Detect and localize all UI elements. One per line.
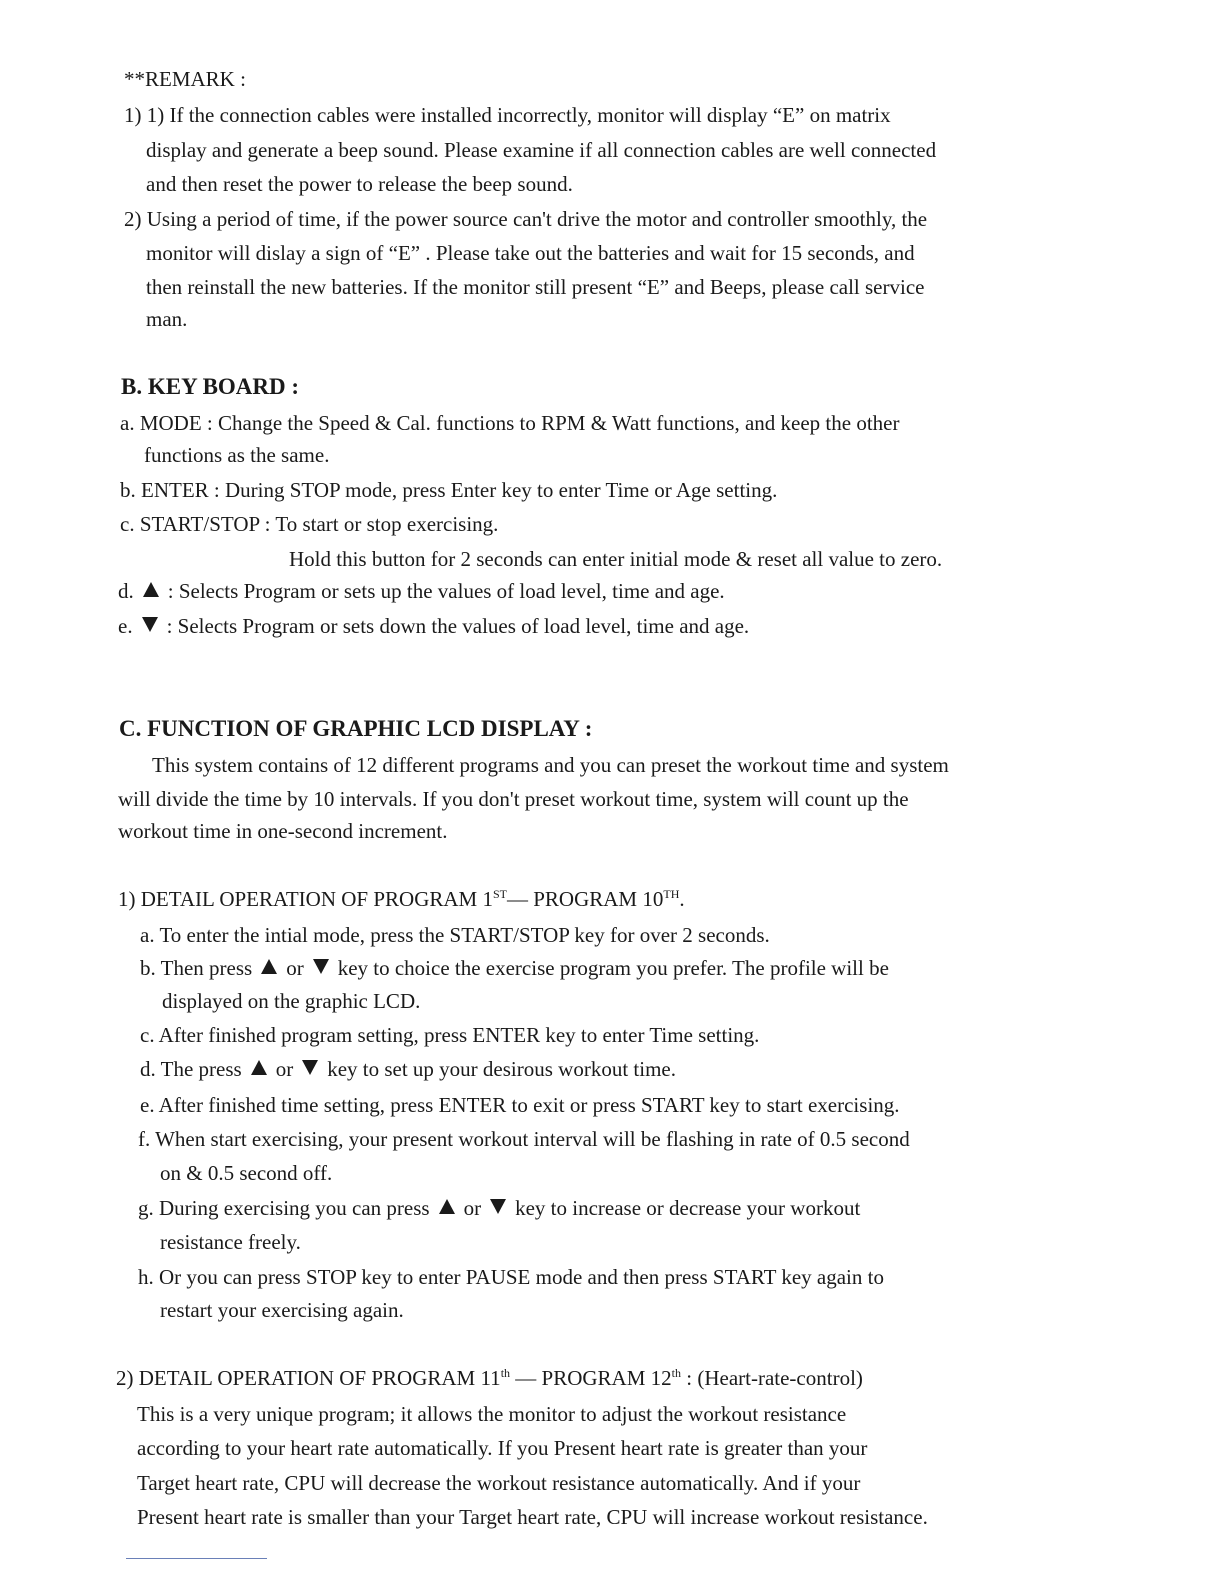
down-arrow-icon <box>142 617 158 632</box>
program-1-10-step-a: a. To enter the intial mode, press the START/STOP key for over 2 seconds. <box>140 923 770 947</box>
program-1-10-step-g <box>138 1195 860 1221</box>
keyboard-mode-line-2: functions as the same. <box>144 443 330 467</box>
keyboard-down-text: : Selects Program or sets down the values of load level, time and age. <box>166 614 750 638</box>
step-g-pre: g. During exercising you can press <box>138 1196 430 1220</box>
program-11-12-heading-b: — PROGRAM 12 <box>510 1366 672 1390</box>
program-1-10-heading-b: — PROGRAM 10 <box>506 887 664 911</box>
footnote-divider <box>126 1558 267 1559</box>
down-arrow-icon <box>313 959 329 974</box>
up-arrow-icon <box>143 582 159 597</box>
keyboard-up-line <box>118 578 725 604</box>
remark-title: **REMARK : <box>124 67 246 91</box>
down-arrow-icon <box>302 1060 318 1075</box>
lcd-intro-line-3: workout time in one-second increment. <box>118 819 448 843</box>
down-arrow-icon <box>490 1199 506 1214</box>
program-11-12-body-line-1: This is a very unique program; it allows the monitor to adjust the workout resistance <box>137 1402 847 1426</box>
step-d-pre: d. The press <box>140 1057 242 1081</box>
program-1-10-step-e: e. After finished time setting, press ENTER to exit or press START key to start exercising. <box>140 1093 900 1117</box>
program-1-10-step-f-line-2: on & 0.5 second off. <box>160 1161 333 1185</box>
program-1-10-heading-sup-b: TH <box>663 887 680 901</box>
program-11-12-heading-sup-a: th <box>500 1366 511 1380</box>
program-1-10-heading-c: . <box>679 887 685 911</box>
up-arrow-icon <box>261 959 277 974</box>
program-1-10-step-c: c. After finished program setting, press ENTER key to enter Time setting. <box>140 1023 760 1047</box>
program-1-10-step-b-line-2: displayed on the graphic LCD. <box>162 989 421 1013</box>
remark-item-2-line-2: monitor will dislay a sign of “E” . Please take out the batteries and wait for 15 seconds, and <box>146 241 915 265</box>
lcd-intro-line-2: will divide the time by 10 intervals. If you don't preset workout time, system will count up the <box>118 787 909 811</box>
program-11-12-heading-a: 2) DETAIL OPERATION OF PROGRAM 11 <box>116 1366 501 1390</box>
step-g-post: key to increase or decrease your workout <box>515 1196 861 1220</box>
program-1-10-step-f: f. When start exercising, your present workout interval will be flashing in rate of 0.5 second <box>138 1127 910 1151</box>
program-11-12-body-line-2: according to your heart rate automatically. If you Present heart rate is greater than your <box>137 1436 868 1460</box>
remark-item-2-line-3: then reinstall the new batteries. If the monitor still present “E” and Beeps, please call service <box>146 275 925 299</box>
step-d-or: or <box>275 1057 294 1081</box>
step-g-or: or <box>463 1196 482 1220</box>
program-1-10-step-h: h. Or you can press STOP key to enter PAUSE mode and then press START key again to <box>138 1265 884 1289</box>
program-11-12-body-line-4: Present heart rate is smaller than your Target heart rate, CPU will increase workout resistance. <box>137 1505 928 1529</box>
program-11-12-heading-sup-b: th <box>671 1366 681 1380</box>
program-11-12-heading-c: : (Heart-rate-control) <box>681 1366 863 1390</box>
step-b-or: or <box>286 956 304 980</box>
keyboard-down-line <box>118 613 749 639</box>
keyboard-mode-line-1: a. MODE : Change the Speed & Cal. functions to RPM & Watt functions, and keep the other <box>120 411 900 435</box>
keyboard-title: B. KEY BOARD : <box>121 374 300 399</box>
lcd-title: C. FUNCTION OF GRAPHIC LCD DISPLAY : <box>119 716 593 741</box>
keyboard-enter: b. ENTER : During STOP mode, press Enter key to enter Time or Age setting. <box>120 478 778 502</box>
program-1-10-heading <box>118 886 685 912</box>
up-arrow-icon <box>251 1060 267 1075</box>
step-b-post: key to choice the exercise program you prefer. The profile will be <box>337 956 889 980</box>
step-d-post: key to set up your desirous workout time. <box>327 1057 676 1081</box>
step-b-pre: b. Then press <box>140 956 253 980</box>
program-11-12-body-line-3: Target heart rate, CPU will decrease the workout resistance automatically. And if your <box>137 1471 861 1495</box>
up-arrow-icon <box>439 1199 455 1214</box>
lcd-intro-line-1: This system contains of 12 different programs and you can preset the workout time and system <box>152 753 949 777</box>
remark-item-1-line-3: and then reset the power to release the beep sound. <box>146 172 573 196</box>
keyboard-start-stop-hold: Hold this button for 2 seconds can enter initial mode & reset all value to zero. <box>289 547 943 571</box>
keyboard-start-stop: c. START/STOP : To start or stop exercising. <box>120 512 499 536</box>
remark-item-2-line-1: 2) Using a period of time, if the power source can't drive the motor and controller smoothly, the <box>124 207 928 231</box>
remark-item-1-line-1: 1) 1) If the connection cables were installed incorrectly, monitor will display “E” on matrix <box>124 103 891 127</box>
program-1-10-heading-a: 1) DETAIL OPERATION OF PROGRAM 1 <box>118 887 493 911</box>
program-11-12-heading <box>116 1365 863 1391</box>
program-1-10-step-h-line-2: restart your exercising again. <box>160 1298 404 1322</box>
keyboard-up-text: : Selects Program or sets up the values of load level, time and age. <box>167 579 725 603</box>
remark-item-1-line-2: display and generate a beep sound. Please examine if all connection cables are well connected <box>146 138 937 162</box>
program-1-10-step-b <box>140 955 889 981</box>
keyboard-down-prefix: e. <box>118 614 133 638</box>
program-1-10-step-g-line-2: resistance freely. <box>160 1230 301 1254</box>
program-1-10-heading-sup-a: ST <box>492 887 507 901</box>
program-1-10-step-d <box>140 1056 676 1082</box>
remark-item-2-line-4: man. <box>146 307 188 331</box>
keyboard-up-prefix: d. <box>118 579 134 603</box>
